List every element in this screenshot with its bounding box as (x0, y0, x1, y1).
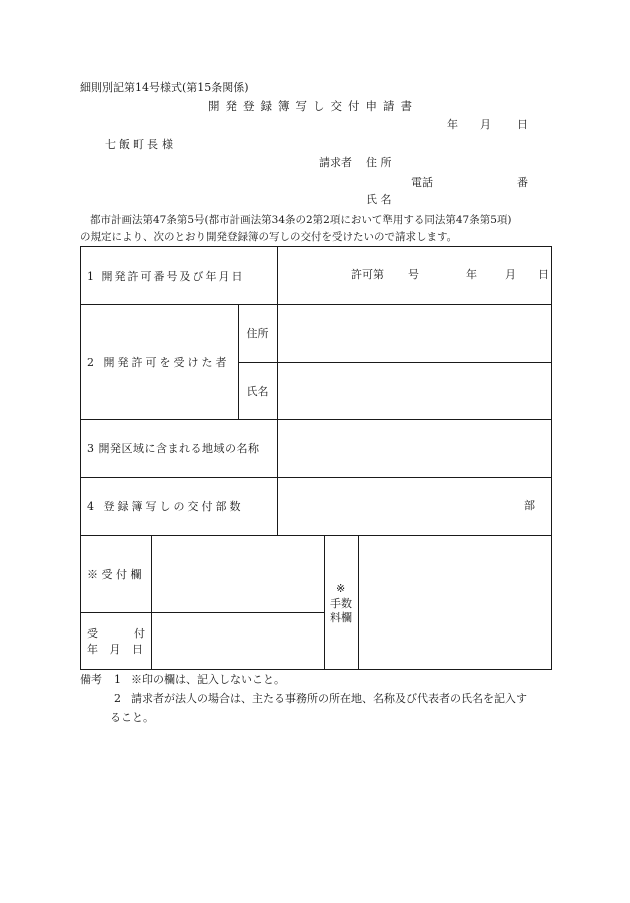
holder-name-field[interactable] (278, 363, 551, 419)
document-title: 開発登録簿写し交付申請書 (208, 99, 418, 113)
fee-label-line-1: 手数 (330, 597, 352, 610)
reception-date-label-top-left: 受 (87, 627, 98, 640)
addressee-honorific: 様 (162, 138, 173, 151)
note-2-text-line-2: ること。 (110, 711, 154, 724)
notes-label: 備考 (80, 673, 102, 686)
reception-date-label-top-right: 付 (134, 627, 145, 640)
date-month-label: 月 (480, 118, 491, 131)
permit-number-date-label: 1 開発許可番号及び年月日 (87, 269, 245, 283)
fee-label-line-2: 料欄 (330, 611, 352, 624)
permit-month-label: 月 (505, 268, 516, 281)
permit-holder-label: 2 開発許可を受けた者 (87, 355, 230, 369)
permit-number-suffix: 号 (408, 268, 419, 281)
holder-name-label: 氏名 (246, 384, 269, 398)
reception-label: ※ 受 付 欄 (87, 567, 142, 581)
permit-prefix: 許可第 (351, 268, 384, 281)
holder-address-label: 住所 (246, 327, 269, 340)
permit-day-label: 日 (538, 268, 549, 281)
copy-count-unit: 部 (524, 499, 535, 512)
note-1-number: 1 (114, 673, 121, 686)
requester-label: 請求者 (319, 156, 352, 169)
note-1-text: ※印の欄は、記入しないこと。 (131, 673, 285, 686)
date-year-label: 年 (447, 118, 458, 131)
copy-count-label: 4 登録簿写しの交付部数 (87, 500, 244, 513)
intro-line-1: 都市計画法第47条第5号(都市計画法第34条の2第2項において準用する同法第47条第5項) (90, 214, 512, 226)
permit-year-label: 年 (466, 268, 477, 281)
note-2-text-line-1: 請求者が法人の場合は、主たる事務所の所在地、名称及び代表者の氏名を記入す (131, 692, 527, 705)
date-day-label: 日 (517, 118, 528, 131)
holder-address-field[interactable] (278, 305, 551, 362)
development-area-name-field[interactable] (278, 420, 551, 477)
form-reference: 細則別記第14号様式(第15条関係) (80, 81, 249, 94)
application-form-table (80, 246, 552, 670)
fee-mark: ※ (336, 582, 346, 595)
addressee: 七飯町長 (105, 138, 161, 151)
requester-name-label: 氏 名 (366, 193, 392, 206)
phone-suffix: 番 (517, 176, 528, 189)
requester-address-label: 住 所 (366, 156, 392, 169)
phone-label: 電話 (411, 176, 433, 189)
reception-date-label-bottom: 年 月 日 (87, 643, 147, 656)
development-area-name-label: 3 開発区域に含まれる地域の名称 (87, 442, 260, 455)
note-2-number: 2 (114, 692, 121, 705)
intro-line-2: の規定により、次のとおり開発登録簿の写しの交付を受けたいので請求します。 (80, 231, 458, 243)
